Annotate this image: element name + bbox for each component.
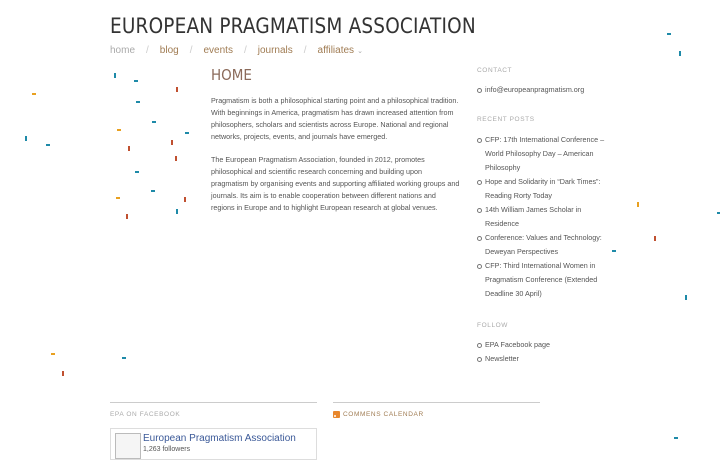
contact-heading: CONTACT bbox=[477, 67, 513, 74]
contact-email-link[interactable]: info@europeanpragmatism.org bbox=[485, 85, 585, 94]
list-item bbox=[477, 133, 605, 175]
about-paragraph: The European Pragmatism Association, founded in 2012, promotes philosophical and scientific research concerning and building upon pragmatism by organising events and supporting affiliated working groups and journals. Its aim is to enable cooperation between different nations and regions in Europe and to highlight European research at global venues. bbox=[211, 155, 460, 212]
nav-separator: / bbox=[189, 45, 193, 56]
comments-calendar-link[interactable]: COMMENS CALENDAR bbox=[343, 411, 424, 418]
recent-post-link[interactable]: Conference: Values and Technology: Deweyan Perspectives bbox=[485, 233, 602, 256]
list-item bbox=[477, 83, 605, 97]
follow-list bbox=[477, 338, 605, 366]
nav-affiliates[interactable]: affiliates bbox=[317, 45, 355, 56]
intro-paragraph: Pragmatism is both a philosophical starting point and a philosophical tradition. With beginnings in America, pragmatism has drawn increased attention from philosophers, scholars and scientists across Europe. National and regional networks, projects, events, and journals have emerged. bbox=[211, 96, 459, 141]
nav-separator: / bbox=[303, 45, 307, 56]
nav-events[interactable]: events bbox=[203, 45, 233, 56]
list-item bbox=[477, 175, 605, 203]
recent-posts-heading: RECENT POSTS bbox=[477, 116, 535, 123]
list-item bbox=[477, 259, 605, 301]
contact-list bbox=[477, 83, 605, 97]
nav-home[interactable]: home bbox=[110, 45, 136, 56]
facebook-page-link[interactable]: EPA Facebook page bbox=[485, 340, 550, 349]
recent-posts-list bbox=[477, 133, 605, 301]
nav-separator: / bbox=[243, 45, 247, 56]
list-item bbox=[477, 338, 605, 352]
newsletter-link[interactable]: Newsletter bbox=[485, 354, 519, 363]
facebook-page-name-link[interactable]: European Pragmatism Association bbox=[143, 433, 296, 444]
nav-blog[interactable]: blog bbox=[159, 45, 179, 56]
list-item bbox=[477, 203, 605, 231]
comments-calendar-heading bbox=[333, 411, 424, 418]
footer-divider bbox=[333, 402, 540, 403]
recent-post-link[interactable]: CFP: Third International Women in Pragmatism Conference (Extended Deadline 30 April) bbox=[485, 261, 598, 298]
chevron-down-icon[interactable]: ⌄ bbox=[357, 47, 363, 55]
footer-divider bbox=[110, 402, 317, 403]
follow-heading: FOLLOW bbox=[477, 322, 509, 329]
facebook-section-heading: EPA ON FACEBOOK bbox=[110, 411, 181, 418]
list-item bbox=[477, 352, 605, 366]
site-title[interactable]: EUROPEAN PRAGMATISM ASSOCIATION bbox=[110, 14, 476, 38]
list-item bbox=[477, 231, 605, 259]
recent-post-link[interactable]: Hope and Solidarity in “Dark Times”: Reading Rorty Today bbox=[485, 177, 601, 200]
rss-icon[interactable] bbox=[333, 411, 340, 418]
avatar[interactable] bbox=[115, 433, 141, 459]
page-title: HOME bbox=[211, 66, 252, 84]
recent-post-link[interactable]: CFP: 17th International Conference – World Philosophy Day – American Philosophy bbox=[485, 135, 605, 172]
facebook-widget bbox=[110, 428, 317, 460]
nav-journals[interactable]: journals bbox=[257, 45, 293, 56]
nav-separator: / bbox=[146, 45, 149, 56]
follower-count: 1,263 followers bbox=[143, 446, 191, 453]
main-navigation bbox=[110, 45, 363, 56]
recent-post-link[interactable]: 14th William James Scholar in Residence bbox=[485, 205, 582, 228]
